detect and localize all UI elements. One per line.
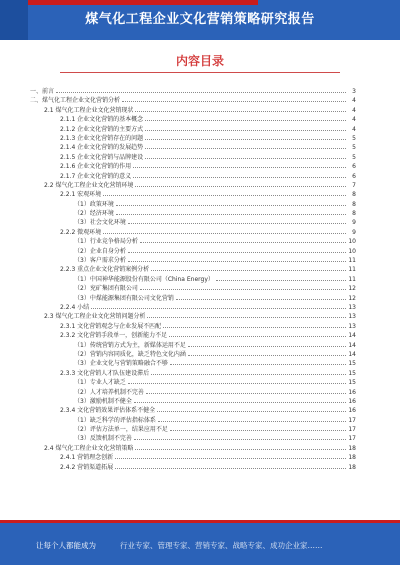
toc-entry[interactable] [30,114,356,123]
toc-entry-label: （3）客户需求分析 [74,257,126,265]
toc-entry[interactable] [30,396,356,405]
toc-entry[interactable] [30,274,356,283]
toc-entry-page: 15 [348,360,356,368]
toc-entry-page: 17 [348,426,356,434]
toc-leader-dots [128,377,346,384]
toc-entry-label: （1）政策环境 [74,200,114,208]
toc-leader-dots [56,86,346,93]
toc-leader-dots [116,199,346,206]
toc-leader-dots [91,302,346,309]
toc-entry-page: 16 [348,388,356,396]
toc-leader-dots [146,387,346,394]
toc-entry[interactable] [30,171,356,180]
toc-leader-dots [122,95,346,102]
toc-entry-page: 4 [352,106,356,114]
toc-entry-label: （2）经济环境 [74,210,114,218]
toc-leader-dots [134,433,346,440]
toc-entry-label: 2.1.7 企业文化营销的意义 [60,172,132,180]
toc-leader-dots [188,340,346,347]
toc-entry-page: 8 [352,191,356,199]
toc-entry[interactable] [30,142,356,151]
report-title: 煤气化工程企业文化营销策略研究报告 [85,12,315,27]
toc-leader-dots [135,105,346,112]
toc-entry-label: （1）专业人才缺乏 [74,379,126,387]
toc-leader-dots [145,124,346,131]
toc-entry[interactable] [30,415,356,424]
toc-entry-label: （2）营销内容同质化，缺乏特色文化内涵 [74,350,186,358]
toc-entry-page: 10 [348,247,356,255]
toc-entry-label: （1）缺乏科学的评估指标体系 [74,416,156,424]
toc-heading: 内容目录 [175,54,224,68]
toc-entry[interactable] [30,377,356,386]
toc-entry[interactable] [30,199,356,208]
toc-entry-label: （3）中煤能源集团有限公司文化营销 [74,294,174,302]
toc-entry-label: （2）评估方法单一，结果应用不足 [74,426,168,434]
toc-entry[interactable] [30,264,356,273]
toc-leader-dots [169,330,346,337]
toc-entry[interactable] [30,424,356,433]
toc-leader-dots [128,217,346,224]
toc-leader-dots [216,274,346,281]
toc-entry-label: 2.1.1 企业文化营销的基本概念 [60,116,144,124]
toc-entry-label: （2）企业自身分析 [74,247,126,255]
toc-entry[interactable] [30,189,356,198]
toc-entry-label: 2.3.4 文化营销效果评估体系不健全 [60,407,156,415]
toc-leader-dots [135,443,346,450]
toc-entry-label: （3）社会文化环境 [74,219,126,227]
toc-entry-page: 4 [352,125,356,133]
toc-entry[interactable] [30,133,356,142]
toc-leader-dots [147,311,346,318]
toc-entry-page: 18 [348,444,356,452]
toc-entry-label: （3）反馈机制不完善 [74,435,132,443]
toc-leader-dots [158,415,346,422]
toc-entry-page: 8 [352,210,356,218]
toc-entry-page: 18 [348,454,356,462]
toc-entry[interactable] [30,161,356,170]
toc-entry[interactable] [30,433,356,442]
toc-entry-page: 18 [348,463,356,471]
toc-heading-divider [60,72,340,73]
toc-entry-label: （3）企业文化与营销策略融合不够 [74,360,168,368]
footer-red-stripe [0,520,400,523]
toc-entry-page: 14 [348,350,356,358]
toc-entry[interactable] [30,124,356,133]
toc-entry-label: 2.3 煤气化工程企业文化营销问题分析 [44,313,146,321]
toc-entry[interactable] [30,152,356,161]
toc-entry[interactable] [30,302,356,311]
toc-entry[interactable] [30,340,356,349]
toc-leader-dots [140,283,346,290]
toc-entry-label: 2.1.4 企业文化营销的发展趋势 [60,144,144,152]
toc-entry[interactable] [30,330,356,339]
toc-entry-label: 2.3.2 文化营销手段单一，创新能力不足 [60,332,168,340]
toc-entry[interactable] [30,105,356,114]
toc-entry-page: 15 [348,369,356,377]
toc-leader-dots [145,152,346,159]
toc-entry-label: 2.2.1 宏观环境 [60,191,102,199]
toc-entry-label: （2）人才培养机制不完善 [74,388,144,396]
toc-entry-label: 2.3.1 文化营销观念与企业发展不匹配 [60,322,162,330]
toc-entry-page: 5 [352,134,356,142]
toc-entry-page: 14 [348,332,356,340]
toc-entry[interactable] [30,462,356,471]
toc-leader-dots [135,180,346,187]
toc-leader-dots [128,255,346,262]
toc-entry-label: 2.2.2 微观环境 [60,228,102,236]
toc-entry-label: （1）中国神华能源股份有限公司（China Energy） [74,275,214,283]
toc-leader-dots [116,208,346,215]
toc-entry-label: 2.4 煤气化工程企业文化营销策略 [44,444,134,452]
footer-roles: 行业专家、管理专家、营销专家、战略专家、成功企业家…… [120,541,323,550]
toc-entry-page: 5 [352,153,356,161]
toc-entry-page: 13 [348,313,356,321]
toc-entry-label: 2.1 煤气化工程企业文化营销现状 [44,106,134,114]
toc-entry[interactable] [30,349,356,358]
toc-entry-label: 2.1.5 企业文化营销与品牌建设 [60,153,144,161]
toc-leader-dots [157,405,346,412]
toc-entry[interactable] [30,246,356,255]
header-red-stripe [28,0,258,5]
toc-entry[interactable] [30,387,356,396]
toc-entry[interactable] [30,405,356,414]
toc-entry-page: 17 [348,435,356,443]
toc-entry[interactable] [30,283,356,292]
toc-leader-dots [140,236,346,243]
toc-leader-dots [151,368,346,375]
toc-leader-dots [151,264,346,271]
toc-entry[interactable] [30,293,356,302]
toc-entry-page: 11 [348,257,356,265]
toc-entry-page: 10 [348,238,356,246]
toc-entry-label: （3）激励机制不健全 [74,397,132,405]
toc-leader-dots [134,396,346,403]
toc-entry[interactable] [30,208,356,217]
toc-entry[interactable] [30,321,356,330]
toc-entry-label: 2.2.3 重点企业文化营销案例分析 [60,266,150,274]
toc-entry[interactable] [30,95,356,104]
toc-entry-label: 二、煤气化工程企业文化营销分析 [30,97,121,105]
toc-entry[interactable] [30,86,356,95]
toc-leader-dots [176,293,346,300]
footer-slogan: 让每个人都能成为 [36,541,96,550]
toc-entry-label: 2.4.2 营销渠道拓展 [60,463,114,471]
toc-leader-dots [133,171,346,178]
toc-entry-page: 3 [352,88,356,95]
toc-entry-label: 2.2.4 小结 [60,303,90,311]
toc-leader-dots [103,189,346,196]
toc-entry-page: 15 [348,379,356,387]
toc-entry-page: 14 [348,341,356,349]
toc-leader-dots [163,321,346,328]
toc-entry[interactable] [30,358,356,367]
toc-entry[interactable] [30,227,356,236]
toc-entry-page: 6 [352,172,356,180]
toc-entry-page: 5 [352,144,356,152]
toc-entry-page: 13 [348,303,356,311]
toc-entry-page: 7 [352,181,356,189]
table-of-contents [30,86,356,471]
toc-leader-dots [133,161,346,168]
toc-entry-label: 2.4.1 营销理念创新 [60,454,114,462]
toc-entry-page: 11 [348,266,356,274]
toc-entry-page: 13 [348,322,356,330]
toc-leader-dots [115,462,346,469]
toc-leader-dots [188,349,346,356]
toc-entry-page: 17 [348,416,356,424]
toc-entry-label: （1）传统营销方式为主，新媒体运用不足 [74,341,186,349]
toc-entry-page: 8 [352,200,356,208]
toc-entry[interactable] [30,443,356,452]
toc-entry[interactable] [30,236,356,245]
toc-entry-page: 12 [348,294,356,302]
toc-entry[interactable] [30,217,356,226]
toc-entry-page: 16 [348,407,356,415]
toc-entry-page: 16 [348,397,356,405]
toc-entry[interactable] [30,311,356,320]
toc-entry-label: 2.1.3 企业文化营销存在的问题 [60,134,144,142]
toc-entry-page: 12 [348,285,356,293]
toc-entry-label: 2.1.6 企业文化营销的作用 [60,163,132,171]
toc-entry-label: 2.3.3 文化营销人才队伍建设滞后 [60,369,150,377]
toc-entry[interactable] [30,452,356,461]
toc-entry-page: 11 [348,275,356,283]
toc-entry-page: 9 [352,228,356,236]
toc-leader-dots [170,358,346,365]
toc-leader-dots [145,142,346,149]
toc-entry-page: 9 [352,219,356,227]
toc-leader-dots [145,133,346,140]
toc-entry-label: 2.1.2 企业文化营销的主要方式 [60,125,144,133]
toc-entry-label: （2）兖矿集团有限公司 [74,285,138,293]
toc-entry-page: 4 [352,116,356,124]
toc-entry-label: （1）行业竞争格局分析 [74,238,138,246]
toc-leader-dots [145,114,346,121]
toc-entry-page: 4 [352,97,356,105]
toc-leader-dots [115,452,346,459]
toc-entry-page: 6 [352,163,356,171]
toc-leader-dots [103,227,346,234]
toc-entry-label: 一、前言 [30,88,55,95]
toc-leader-dots [170,424,346,431]
toc-entry-label: 2.2 煤气化工程企业文化营销环境 [44,181,134,189]
toc-leader-dots [128,246,346,253]
toc-entry[interactable] [30,180,356,189]
toc-entry[interactable] [30,368,356,377]
toc-entry[interactable] [30,255,356,264]
